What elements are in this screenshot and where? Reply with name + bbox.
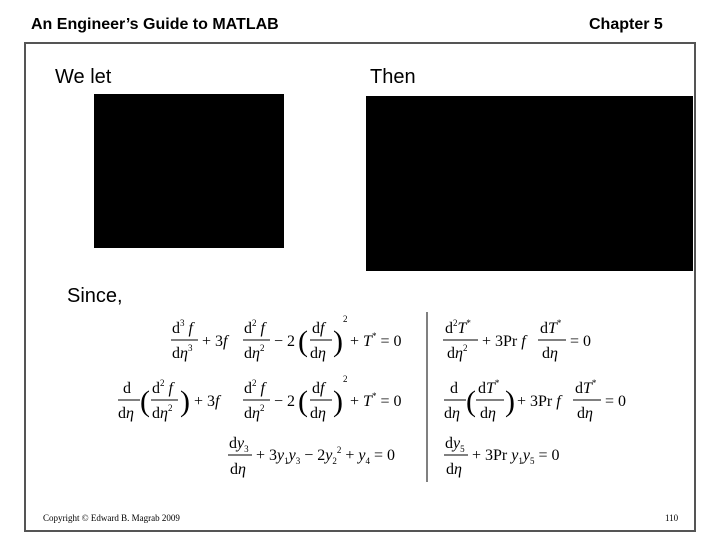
svg-text:dη: dη xyxy=(310,345,326,362)
svg-text:dη3: $d\eta^3$ xyxy=(172,343,193,362)
svg-text:dη2: $d\eta^2$ xyxy=(244,403,265,422)
since-label: Since, xyxy=(67,285,123,307)
svg-text:= 0: = 0 xyxy=(605,393,627,410)
svg-text:+ 3f: + 3f xyxy=(194,393,220,410)
equation-left-3 xyxy=(228,435,395,478)
svg-text:dT*: dT* xyxy=(540,318,562,337)
svg-text:dη: dη xyxy=(310,405,326,422)
svg-text:dη2: $d\eta^2$ xyxy=(152,403,173,422)
svg-text:(: ( xyxy=(298,385,308,418)
svg-text:+ 3Pr f: + 3Pr f xyxy=(517,393,561,410)
svg-text:dη: dη xyxy=(542,345,558,362)
svg-text:+ 3y1y3 − 2y22 + y4 = 0: + $3y_1y_3 - 2y_2^2 + y_4 = 0$ xyxy=(256,445,396,466)
equation-right-2 xyxy=(444,378,626,422)
svg-text:d: d xyxy=(123,380,131,397)
svg-text:(: ( xyxy=(466,385,476,418)
svg-text:+ 3f: + 3f xyxy=(202,333,228,350)
svg-text:dη2: $d\eta^2$ xyxy=(244,343,265,362)
svg-text:(: ( xyxy=(140,385,150,418)
svg-text:2: 2 xyxy=(343,374,348,384)
svg-text:2: 2 xyxy=(343,314,348,324)
svg-text:dT*: dT* xyxy=(575,378,597,397)
equation-left-1 xyxy=(171,314,401,362)
svg-text:dT*: dT* xyxy=(478,378,500,397)
svg-text:dη: dη xyxy=(446,461,462,478)
equation-left-2 xyxy=(118,374,401,422)
svg-text:+ T* = 0: + T* = 0 xyxy=(350,391,402,410)
svg-text:): ) xyxy=(333,325,343,358)
svg-text:d2 f: $d^2$ f xyxy=(244,378,265,397)
svg-text:+ 3Pr f: + 3Pr f xyxy=(482,333,526,350)
svg-text:+ 3Pr y1y5 = 0: + 3Pr $y_1y_5 = 0$ xyxy=(472,447,560,466)
svg-text:dy3: $dy_3$ xyxy=(229,435,249,454)
svg-text:d2 f: $d^2$ f xyxy=(152,378,173,397)
svg-text:(: ( xyxy=(298,325,308,358)
copyright-footer: Copyright © Edward B. Magrab 2009 xyxy=(43,513,180,523)
svg-text:): ) xyxy=(505,385,515,418)
chapter-label: Chapter 5 xyxy=(589,16,663,33)
then-label: Then xyxy=(370,66,416,88)
svg-text:d: d xyxy=(450,380,458,397)
svg-text:+ T* = 0: + T* = 0 xyxy=(350,331,402,350)
svg-text:dη: dη xyxy=(480,405,496,422)
svg-text:d3 f: $d^3$ f xyxy=(172,318,193,337)
svg-text:dη2: $d\eta^2$ xyxy=(447,343,468,362)
svg-text:d2T*: $d^2T^*$ xyxy=(445,318,471,337)
svg-text:dy5: $dy_5$ xyxy=(445,435,465,454)
svg-text:dη: dη xyxy=(118,405,134,422)
svg-text:): ) xyxy=(333,385,343,418)
svg-text:dη: dη xyxy=(444,405,460,422)
svg-text:dη: dη xyxy=(577,405,593,422)
svg-text:= 0: = 0 xyxy=(570,333,592,350)
svg-text:d2 f: $d^2$ f xyxy=(244,318,265,337)
we-let-label: We let xyxy=(55,66,112,88)
svg-text:df: df xyxy=(312,320,325,337)
header-title: An Engineer’s Guide to MATLAB xyxy=(31,16,279,33)
svg-text:df: df xyxy=(312,380,325,397)
svg-text:): ) xyxy=(180,385,190,418)
equation-right-3 xyxy=(444,435,560,478)
page-number: 110 xyxy=(665,513,679,523)
equation-right-1 xyxy=(443,318,591,362)
svg-text:dη: dη xyxy=(230,461,246,478)
svg-text:− 2: − 2 xyxy=(274,393,296,410)
svg-text:− 2: − 2 xyxy=(274,333,296,350)
